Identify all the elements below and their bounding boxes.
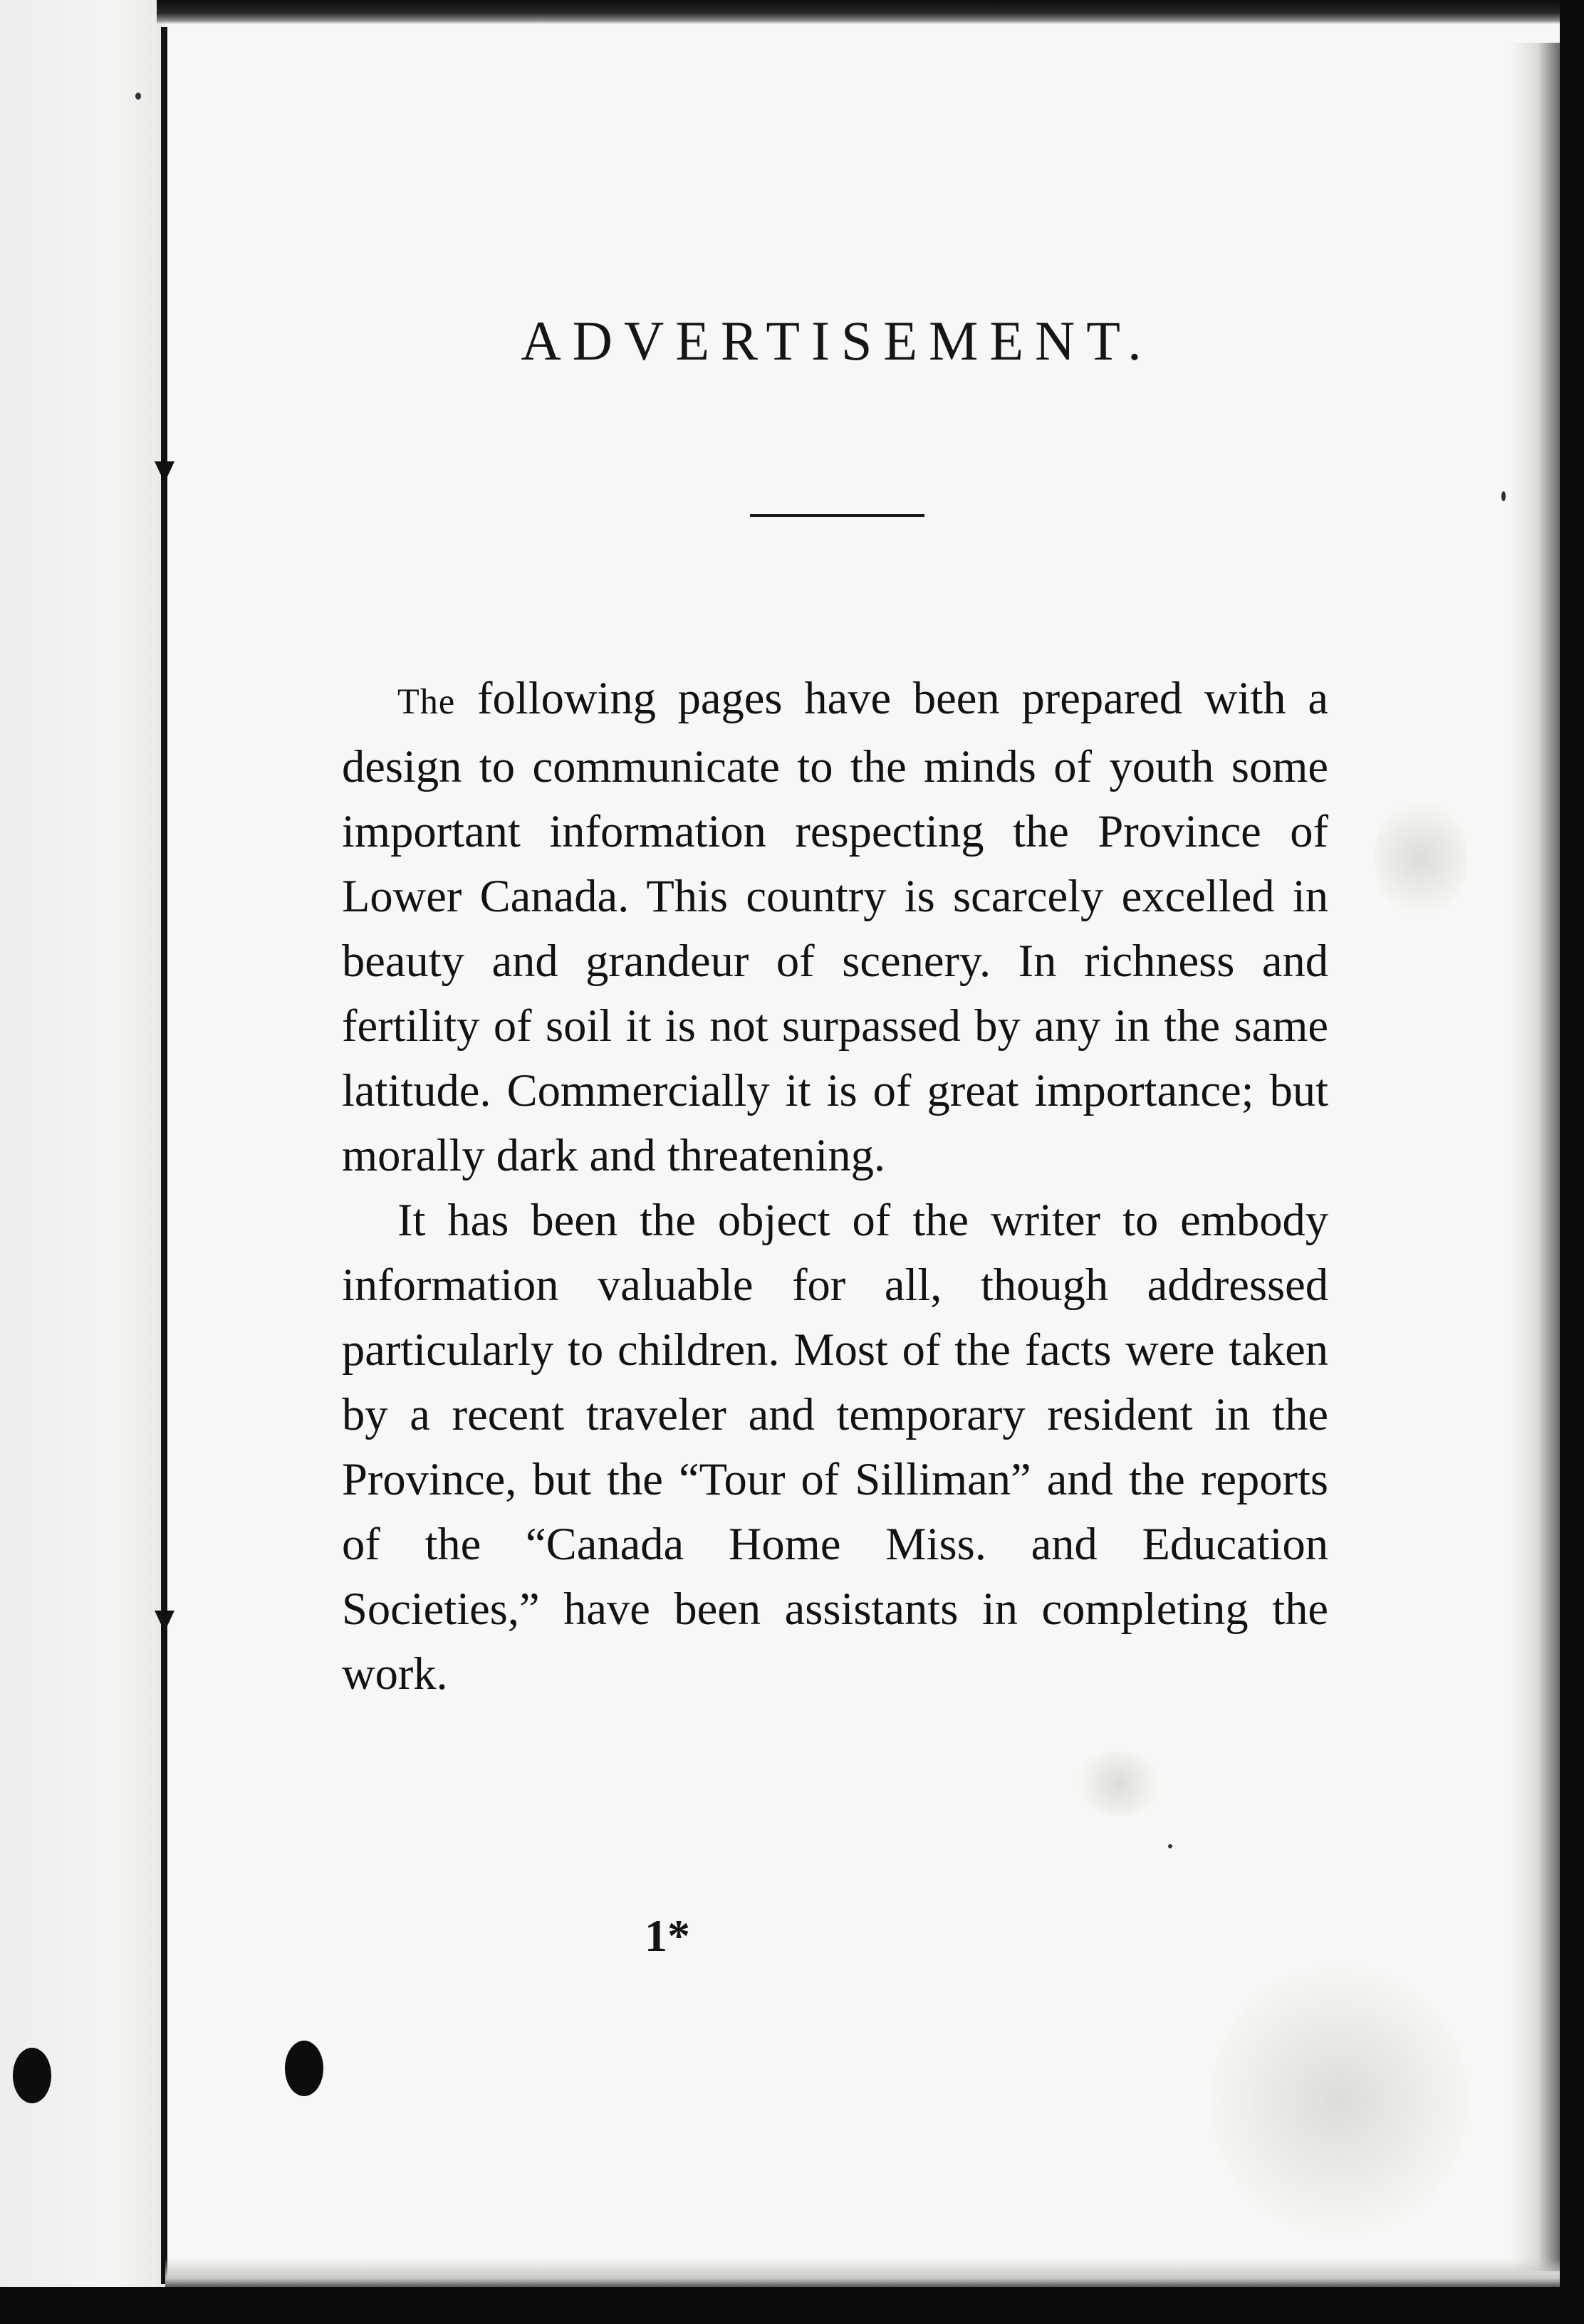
signature-mark: 1*	[645, 1910, 690, 1961]
binding-notch-lower	[155, 1611, 174, 1632]
paragraph-2: It has been the object of the writer to embody information valuable for all, though addressed particularly to children. Most of the facts were taken by a recent traveler and temporary resident in the Province, but the “Tour of Silliman” and the reports of the “Canada Home Miss. and Education Societies,” have been assistants in completing the work.	[342, 1195, 1328, 1699]
speck	[135, 93, 141, 100]
bottom-page-edge-shade	[165, 2258, 1560, 2287]
page-stain	[1075, 1752, 1161, 1816]
binding-shadow	[0, 0, 165, 2324]
heading-rule	[750, 514, 924, 517]
body-text	[342, 666, 1328, 1706]
speck	[1168, 1844, 1172, 1848]
page-stain	[1211, 1965, 1467, 2236]
binding-hole-right	[285, 2041, 323, 2096]
paragraph-1-text: following pages have been prepared with a design to communicate to the minds of youth some important information respecting the Province of Lower Canada. This country is scarcely excelled in beauty and grandeur of scenery. In richness and fertility of soil it is not surpassed by any in the same latitude. Commercially it is of great importance; but morally dark and threatening.	[342, 673, 1328, 1181]
speck	[1501, 491, 1506, 501]
binding-notch-upper	[155, 461, 174, 483]
binding-hole-left	[13, 2048, 51, 2103]
bottom-scan-border	[0, 2287, 1584, 2324]
right-scan-border	[1560, 0, 1584, 2324]
right-page-edge-shade	[1510, 43, 1560, 2271]
top-scan-border	[157, 0, 1584, 24]
opening-word: The	[397, 681, 456, 721]
paragraph-1	[342, 666, 1328, 1188]
page-stain	[1375, 797, 1467, 918]
page-heading: ADVERTISEMENT.	[521, 310, 1153, 372]
